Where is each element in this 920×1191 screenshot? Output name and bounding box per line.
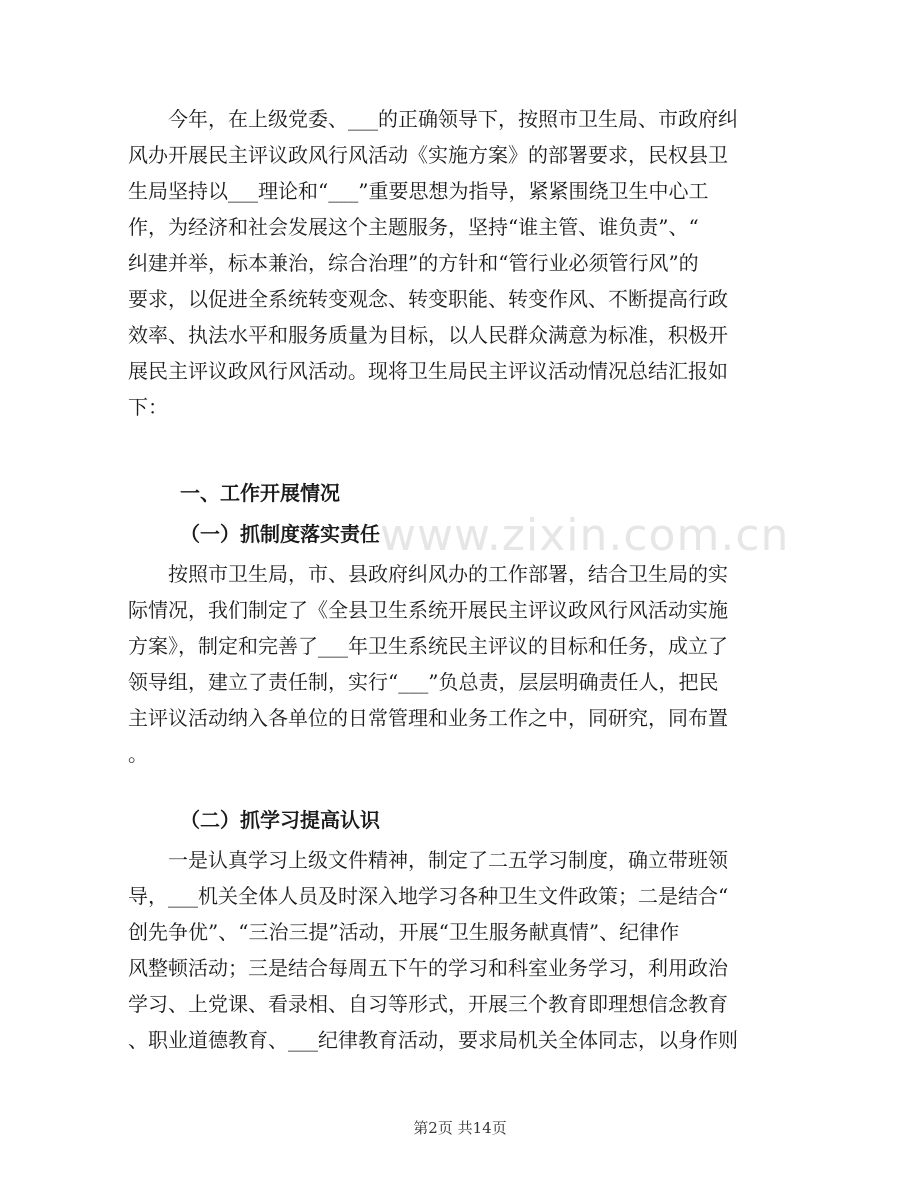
paragraph-line: 作，为经济和社会发展这个主题服务，坚持“谁主管、谁负责”、“ [128, 215, 699, 239]
subsection-heading: （一）抓制度落实责任 [180, 522, 380, 546]
paragraph-line: 今年，在上级党委、___的正确领导下，按照市卫生局、市政府纠 [128, 107, 738, 131]
paragraph-line: 生局坚持以___理论和“___”重要思想为指导，紧紧围绕卫生中心工 [128, 179, 709, 203]
paragraph-line: 效率、执法水平和服务质量为目标，以人民群众满意为标准，积极开 [128, 323, 728, 347]
watermark: www.zixin.com.cn [380, 510, 790, 561]
subsection-heading: （二）抓学习提高认识 [180, 808, 380, 832]
paragraph-line: 、职业道德教育、___纪律教育活动，要求局机关全体同志，以身作则 [128, 1028, 738, 1052]
paragraph-line: 风办开展民主评议政风行风活动《实施方案》的部署要求，民权县卫 [128, 143, 728, 167]
paragraph-intro [128, 101, 768, 425]
paragraph-line: 学习、上党课、看录相、自习等形式，开展三个教育即理想信念教育 [128, 992, 728, 1016]
paragraph-line: 导，___机关全体人员及时深入地学习各种卫生文件政策；二是结合“ [128, 884, 729, 908]
paragraph-line: 际情况，我们制定了《全县卫生系统开展民主评议政风行风活动实施 [128, 598, 728, 622]
paragraph-line: 风整顿活动；三是结合每周五下午的学习和科室业务学习，利用政治 [128, 956, 728, 980]
page-number-footer: 第2页 共14页 [413, 1119, 507, 1137]
paragraph-line: 主评议活动纳入各单位的日常管理和业务工作之中，同研究，同布置 [128, 706, 728, 730]
paragraph-study [128, 842, 768, 1058]
paragraph-line: 展民主评议政风行风活动。现将卫生局民主评议活动情况总结汇报如 [128, 359, 728, 383]
paragraph-line: 创先争优”、“三治三提”活动，开展“卫生服务献真情”、纪律作 [128, 920, 680, 944]
section-heading: 一、工作开展情况 [180, 481, 340, 505]
paragraph-responsibility [128, 556, 768, 772]
paragraph-line: 要求，以促进全系统转变观念、转变职能、转变作风、不断提高行政 [128, 287, 728, 311]
paragraph-line: 按照市卫生局，市、县政府纠风办的工作部署，结合卫生局的实 [128, 562, 728, 586]
paragraph-line: 方案》，制定和完善了___年卫生系统民主评议的目标和任务，成立了 [128, 634, 728, 658]
paragraph-line: 纠建并举，标本兼治，综合治理”的方针和“管行业必须管行风”的 [128, 251, 699, 275]
paragraph-line: 。 [128, 742, 148, 766]
paragraph-line: 一是认真学习上级文件精神，制定了二五学习制度，确立带班领 [128, 848, 728, 872]
paragraph-line: 下： [128, 395, 168, 419]
paragraph-line: 领导组，建立了责任制，实行“___”负总责，层层明确责任人，把民 [128, 670, 719, 694]
